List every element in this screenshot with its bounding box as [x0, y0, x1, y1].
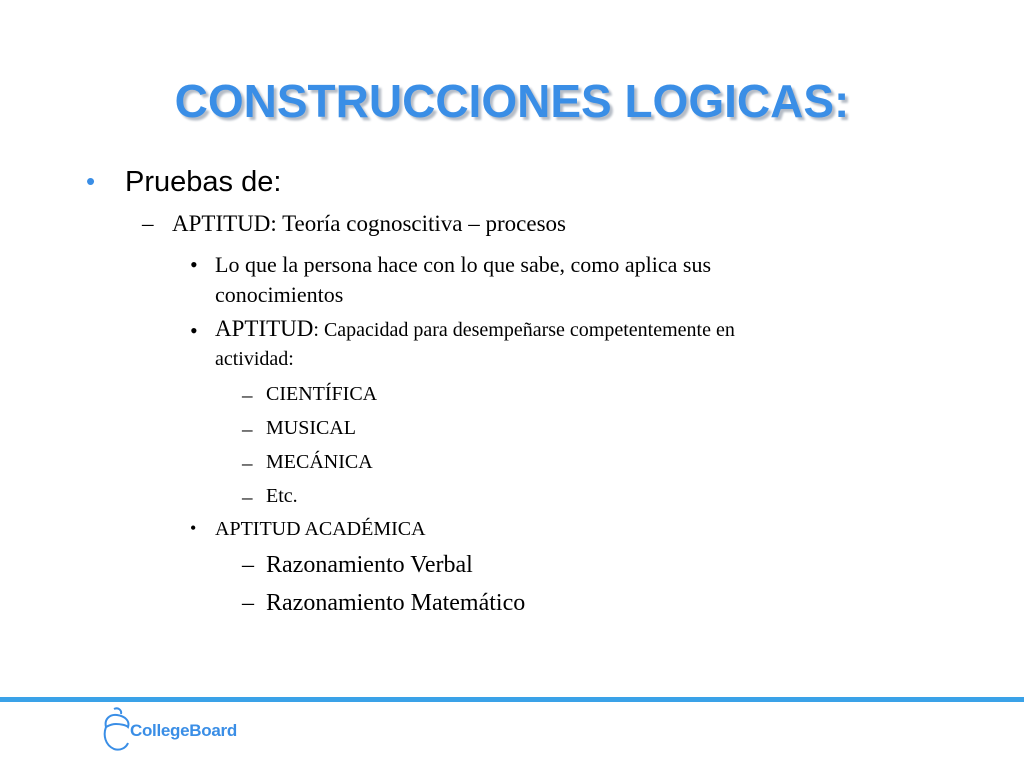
subitem-mecanica: MECÁNICA	[266, 451, 373, 473]
subitem-cientifica: CIENTÍFICA	[266, 383, 378, 405]
item1-bullet: •	[190, 252, 198, 277]
collegeboard-logo	[100, 705, 270, 755]
footer-rule	[0, 697, 1024, 702]
subitem-etc: Etc.	[266, 485, 298, 507]
subitem-dash: –	[242, 451, 253, 475]
item3-bullet: •	[190, 518, 197, 538]
slide-title: CONSTRUCCIONES LOGICAS:	[174, 75, 850, 127]
item2-lead: APTITUD	[215, 316, 314, 341]
level1-bullet: •	[86, 166, 96, 196]
item3-text: APTITUD ACADÉMICA	[215, 518, 426, 540]
level2-dash: –	[142, 211, 154, 236]
logo-text: CollegeBoard	[130, 721, 237, 740]
subitem-dash: –	[242, 383, 253, 407]
subitem2-matematico: Razonamiento Matemático	[266, 590, 526, 616]
level2-text: APTITUD: Teoría cognoscitiva – procesos	[172, 211, 566, 236]
subitem2-verbal: Razonamiento Verbal	[266, 552, 473, 578]
subitem2-dash: –	[242, 552, 254, 578]
item1-line2: conocimientos	[215, 282, 344, 307]
level1-text: Pruebas de:	[125, 166, 282, 198]
item1-line1: Lo que la persona hace con lo que sabe, como aplica sus	[215, 252, 712, 277]
subitem2-dash: –	[242, 590, 254, 616]
acorn-icon	[100, 705, 134, 753]
item2-bullet: •	[190, 318, 198, 343]
subitem-musical: MUSICAL	[266, 417, 357, 439]
item2-line2: actividad:	[215, 348, 294, 370]
subitem-dash: –	[242, 485, 253, 509]
subitem-dash: –	[242, 417, 253, 441]
item2-line1	[215, 316, 735, 342]
item2-rest: : Capacidad para desempeñarse competentemente en	[313, 319, 735, 341]
